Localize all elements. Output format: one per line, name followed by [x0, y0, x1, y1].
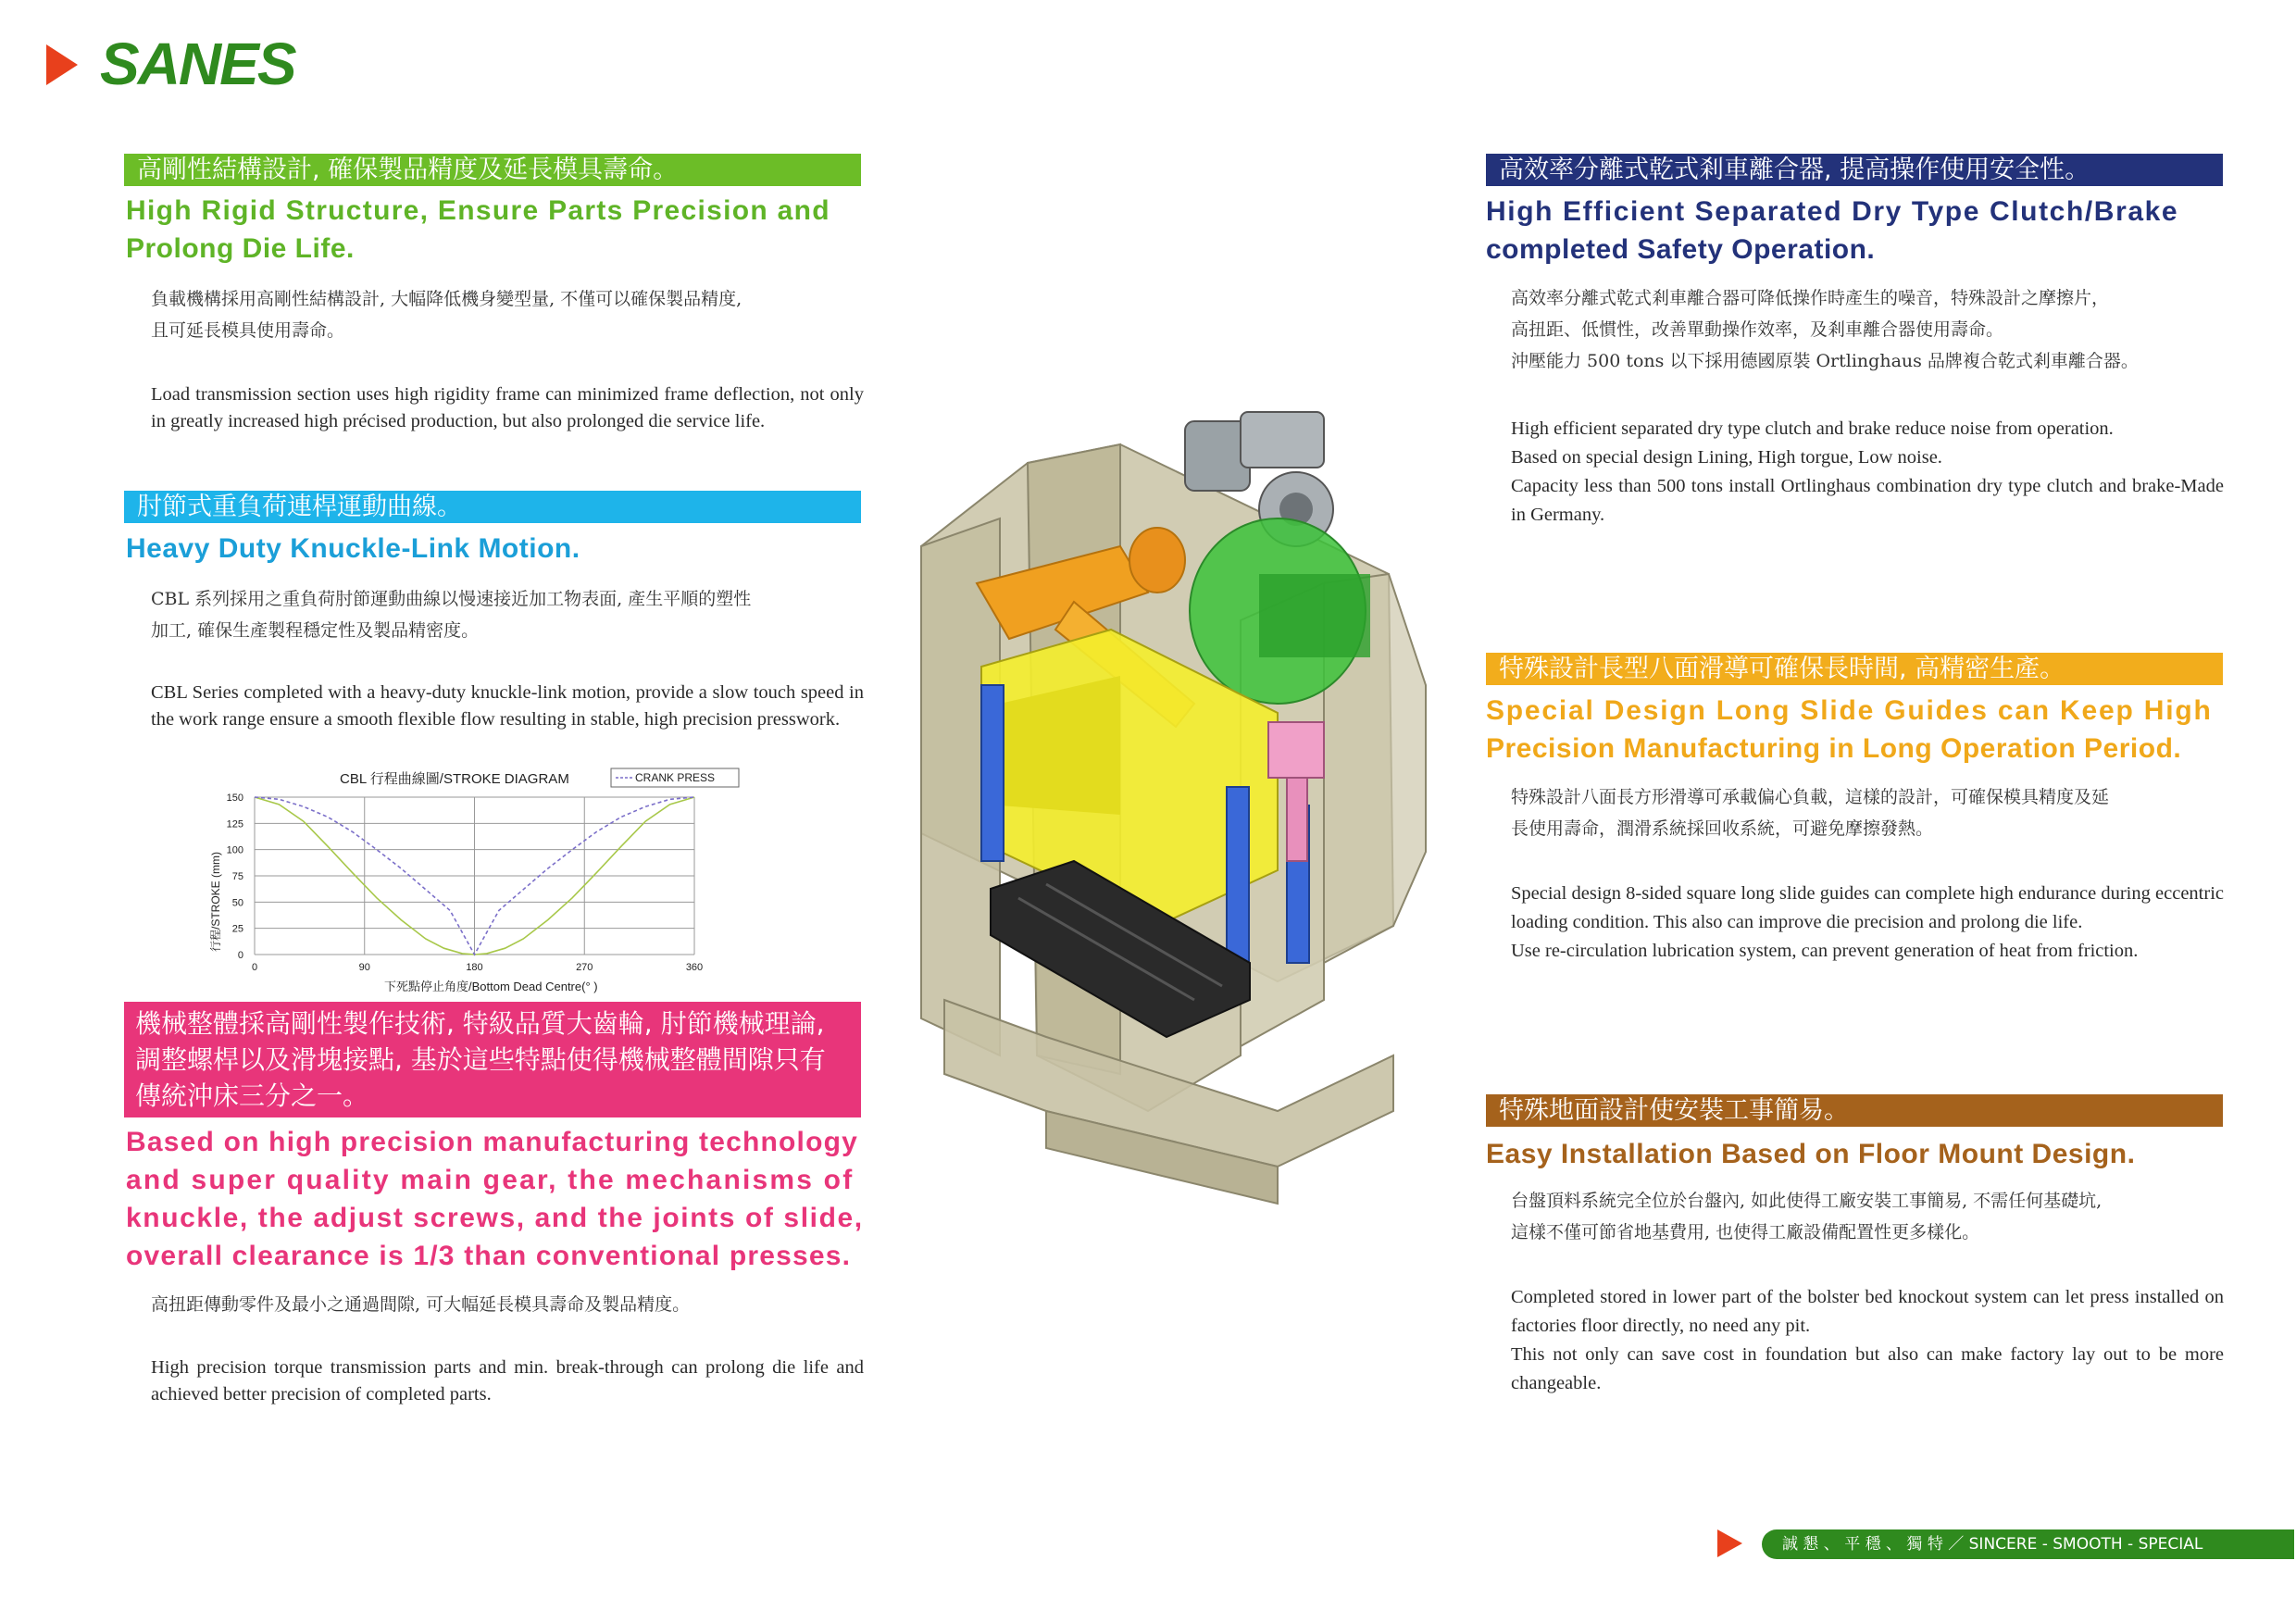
section-title-line: Prolong Die Life. — [126, 233, 355, 264]
section-title-line: knuckle, the adjust screws, and the joints of slide, — [126, 1203, 864, 1233]
section-title-slide — [1486, 692, 2227, 768]
body-cn-line: 高效率分離式乾式剎車離合器可降低操作時產生的噪音，特殊設計之摩擦片， — [1511, 288, 2110, 308]
chart-ylabel: 行程/STROKE (mm) — [209, 852, 222, 952]
section-title-rigid — [126, 192, 867, 268]
body-en-line: Special design 8-sided square long slide guides can complete high endurance during eccentric loading condition. This also can improve die precision and prolong die life. — [1511, 883, 2224, 932]
section-title-line: completed Safety Operation. — [1486, 234, 1876, 265]
body-en-line: Use re-circulation lubrication system, can prevent generation of heat from friction. — [1511, 941, 2139, 961]
chart-x-tick-label: 270 — [576, 962, 593, 973]
knuckle-press-machine-illustration — [889, 407, 1463, 1241]
section-title-line: Precision Manufacturing in Long Operation Period. — [1486, 733, 2182, 764]
section-title-line: High Efficient Separated Dry Type Clutch/Brake — [1486, 196, 2179, 227]
section-title-floor: Easy Installation Based on Floor Mount Design. — [1486, 1139, 2136, 1169]
chart-title: CBL 行程曲線圖/STROKE DIAGRAM — [340, 771, 569, 787]
chart-x-tick-label: 180 — [466, 962, 483, 973]
section-title-precision — [126, 1123, 867, 1275]
logo-arrow-icon — [46, 44, 78, 85]
chart-legend-label: CRANK PRESS — [635, 771, 716, 784]
chart-grid — [255, 797, 694, 955]
section-body-en-floor — [1511, 1283, 2224, 1398]
section-header-clutch: 高效率分離式乾式剎車離合器, 提高操作使用安全性。 — [1486, 154, 2223, 186]
section-body-cn-rigid — [151, 283, 864, 346]
section-body-en-rigid: Load transmission section uses high rigidity frame can minimized frame deflection, not only in greatly increased high précised production, but also prolonged die service life. — [151, 384, 864, 431]
body-en-line: Completed stored in lower part of the bolster bed knockout system can let press installed on factories floor directly, no need any pit. — [1511, 1287, 2224, 1336]
chart-x-tick-label: 360 — [685, 962, 704, 973]
chart-y-tick-label: 0 — [237, 950, 243, 961]
section-header-precision: 機械整體採高剛性製作技術, 特級品質大齒輪, 肘節機械理論, 調整螺桿以及滑塊接點, 基於這些特點使得機械整體間隙只有傳統沖床三分之一。 — [124, 1002, 861, 1117]
section-body-cn-slide — [1511, 781, 2224, 844]
body-cn-line: 加工, 確保生產製程穩定性及製品精密度。 — [151, 620, 480, 641]
section-title-knuckle: Heavy Duty Knuckle-Link Motion. — [126, 533, 580, 564]
section-title-line: Special Design Long Slide Guides can Keep High — [1486, 695, 2213, 726]
section-title-line: and super quality main gear, the mechanisms of — [126, 1165, 855, 1195]
section-header-floor: 特殊地面設計使安裝工事簡易。 — [1486, 1094, 2223, 1127]
body-en-line: Based on special design Lining, High torgue, Low noise. — [1511, 447, 1942, 468]
section-body-en-precision: High precision torque transmission parts and min. break-through can prolong die life and achieved better precision of completed parts. — [151, 1357, 864, 1405]
chart-ticks — [227, 793, 704, 973]
section-title-line: Based on high precision manufacturing technology — [126, 1127, 859, 1157]
section-header-knuckle: 肘節式重負荷連桿運動曲線。 — [124, 491, 861, 523]
section-title-line: overall clearance is 1/3 than conventional presses. — [126, 1241, 852, 1271]
section-body-en-slide — [1511, 880, 2224, 966]
footer-slogan: 誠 懇 、 平 穩 、 獨 特 ／ SINCERE - SMOOTH - SPECIAL — [1762, 1529, 2294, 1559]
body-cn-line: 負載機構採用高剛性結構設計, 大幅降低機身變型量, 不僅可以確保製品精度, — [151, 289, 742, 309]
chart-y-tick-label: 100 — [226, 844, 243, 856]
body-en-line: This not only can save cost in foundation but also can make factory lay out to be more changeable. — [1511, 1344, 2224, 1393]
body-cn-line: 這樣不僅可節省地基費用, 也使得工廠設備配置性更多樣化。 — [1511, 1222, 1980, 1242]
section-body-en-clutch — [1511, 415, 2224, 530]
section-body-cn-floor — [1511, 1185, 2224, 1248]
body-cn-line: 長使用壽命，潤滑系統採回收系統，可避免摩擦發熱。 — [1511, 818, 1934, 839]
section-body-cn-clutch — [1511, 282, 2224, 377]
chart-y-tick-label: 125 — [226, 818, 243, 830]
chart-x-tick-label: 0 — [251, 962, 258, 973]
chart-y-tick-label: 25 — [231, 923, 243, 935]
chart-y-tick-label: 150 — [226, 793, 243, 804]
body-en-line: High efficient separated dry type clutch and brake reduce noise from operation. — [1511, 418, 2114, 439]
section-title-line: High Rigid Structure, Ensure Parts Precision and — [126, 195, 830, 226]
section-body-cn-precision: 高扭距傳動零件及最小之通過間隙, 可大幅延長模具壽命及製品精度。 — [151, 1294, 691, 1315]
chart-x-tick-label: 90 — [358, 962, 370, 973]
body-cn-line: 特殊設計八面長方形滑導可承載偏心負載，這樣的設計，可確保模具精度及延 — [1511, 787, 2110, 807]
section-body-cn-knuckle — [151, 583, 864, 646]
chart-y-tick-label: 75 — [231, 871, 243, 882]
body-cn-line: 沖壓能力 500 tons 以下採用德國原裝 Ortlinghaus 品牌複合乾式剎車離合器。 — [1511, 351, 2139, 371]
stroke-diagram-chart — [190, 767, 801, 993]
brand-logo: SANES — [100, 31, 295, 97]
chart-y-tick-label: 50 — [231, 897, 243, 909]
body-en-line: Capacity less than 500 tons install Ortlinghaus combination dry type clutch and brake-Made in Germany. — [1511, 476, 2224, 525]
chart-xlabel: 下死點停止角度/Bottom Dead Centre(° ) — [384, 980, 598, 993]
body-cn-line: 高扭距、低慣性，改善單動操作效率，及剎車離合器使用壽命。 — [1511, 319, 2004, 340]
body-cn-line: CBL 系列採用之重負荷肘節運動曲線以慢速接近加工物表面, 產生平順的塑性 — [151, 589, 752, 609]
section-body-en-knuckle: CBL Series completed with a heavy-duty knuckle-link motion, provide a slow touch speed in the work range ensure a smooth flexible flow resulting in stable, high precision presswork. — [151, 682, 864, 730]
footer-arrow-icon — [1717, 1529, 1742, 1557]
section-header-rigid: 高剛性結構設計, 確保製品精度及延長模具壽命。 — [124, 154, 861, 186]
section-header-slide: 特殊設計長型八面滑導可確保長時間, 高精密生產。 — [1486, 653, 2223, 685]
body-cn-line: 且可延長模具使用壽命。 — [151, 320, 345, 341]
section-title-clutch — [1486, 193, 2227, 268]
body-cn-line: 台盤頂料系統完全位於台盤內, 如此使得工廠安裝工事簡易, 不需任何基礎坑, — [1511, 1191, 2103, 1211]
